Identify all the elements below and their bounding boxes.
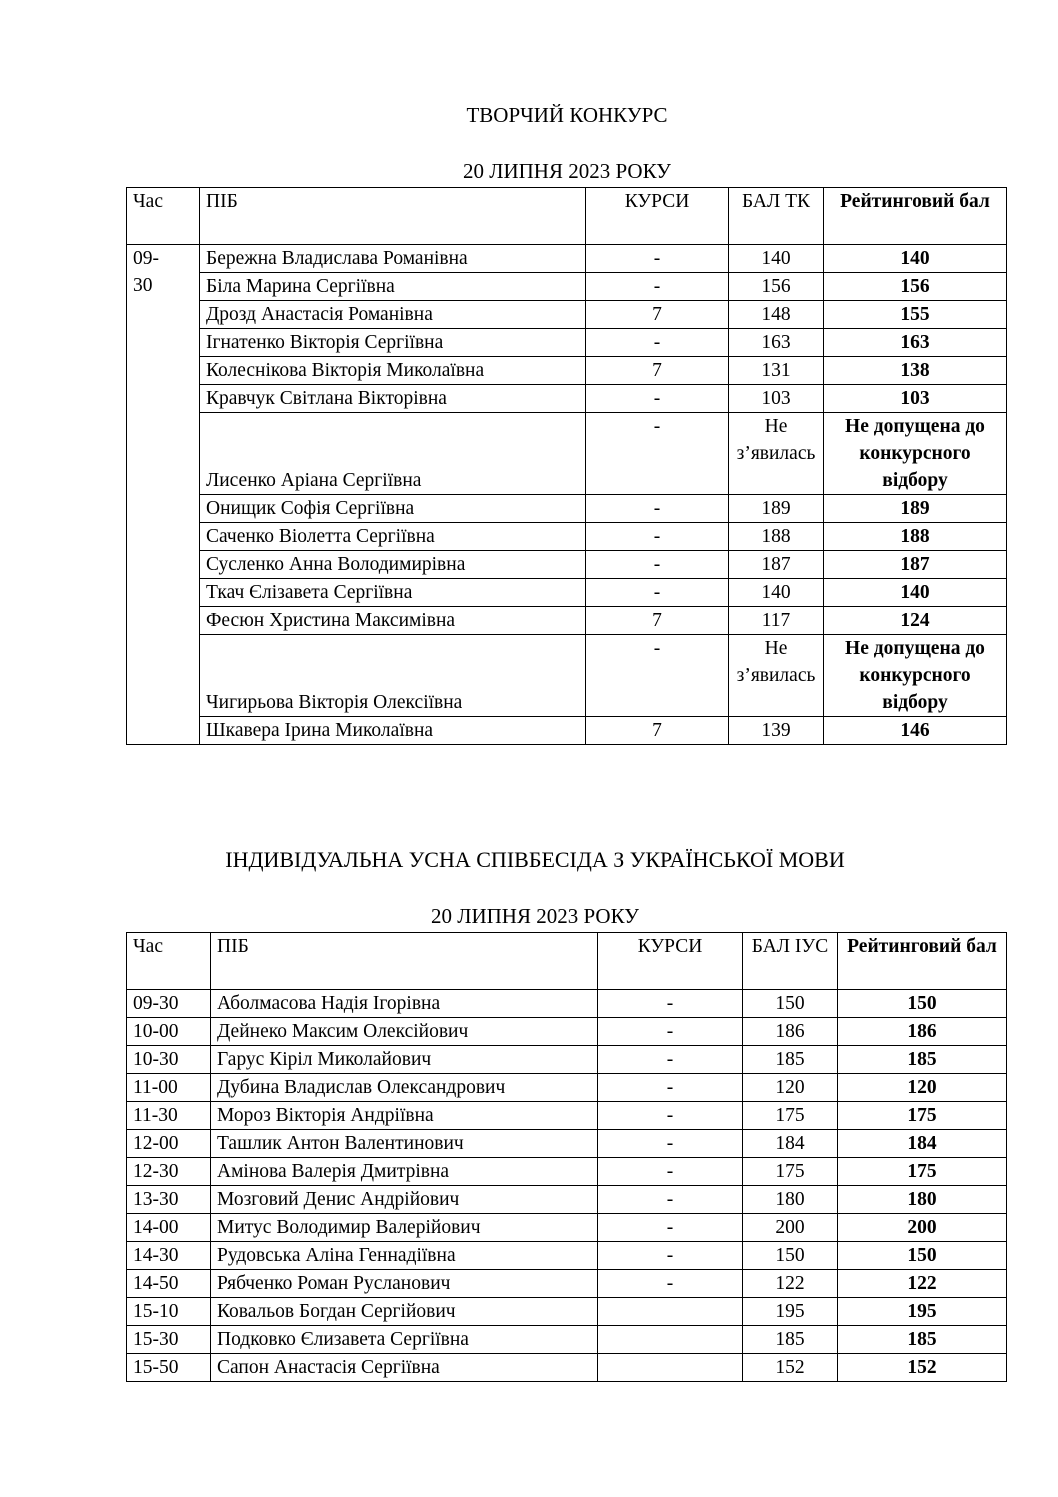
cell-rating: 140 bbox=[824, 579, 1007, 607]
cell-courses: - bbox=[598, 1242, 743, 1270]
cell-name: Подковко Єлизавета Сергіївна bbox=[211, 1326, 598, 1354]
header-time: Час bbox=[127, 933, 211, 990]
cell-name: Чигирьова Вікторія Олексіївна bbox=[200, 635, 586, 717]
cell-time: 14-30 bbox=[127, 1242, 211, 1270]
cell-name: Мозговий Денис Андрійович bbox=[211, 1186, 598, 1214]
cell-name: Кравчук Світлана Вікторівна bbox=[200, 385, 586, 413]
cell-score: Не з’явилась bbox=[729, 413, 824, 495]
table-row bbox=[127, 1326, 1007, 1354]
cell-score: 148 bbox=[729, 301, 824, 329]
cell-rating: 187 bbox=[824, 551, 1007, 579]
section-title-creative-contest: ТВОРЧИЙ КОНКУРС bbox=[466, 103, 668, 127]
cell-rating: 138 bbox=[824, 357, 1007, 385]
cell-time: 13-30 bbox=[127, 1186, 211, 1214]
header-rating: Рейтинговий бал bbox=[838, 933, 1007, 990]
cell-score: 140 bbox=[729, 579, 824, 607]
cell-rating: 185 bbox=[838, 1326, 1007, 1354]
table-row bbox=[127, 273, 1007, 301]
cell-score: 185 bbox=[743, 1326, 838, 1354]
cell-courses: - bbox=[598, 1214, 743, 1242]
cell-rating: 189 bbox=[824, 495, 1007, 523]
table-row bbox=[127, 1046, 1007, 1074]
cell-time: 15-10 bbox=[127, 1298, 211, 1326]
header-name: ПІБ bbox=[211, 933, 598, 990]
cell-courses: - bbox=[598, 1270, 743, 1298]
table-row bbox=[127, 1298, 1007, 1326]
cell-score: 186 bbox=[743, 1018, 838, 1046]
cell-courses: - bbox=[598, 1102, 743, 1130]
cell-rating: 188 bbox=[824, 523, 1007, 551]
cell-score: 187 bbox=[729, 551, 824, 579]
cell-name: Біла Марина Сергіївна bbox=[200, 273, 586, 301]
cell-courses: - bbox=[586, 523, 729, 551]
cell-score: 120 bbox=[743, 1074, 838, 1102]
cell-rating: 163 bbox=[824, 329, 1007, 357]
cell-rating: 140 bbox=[824, 245, 1007, 273]
cell-name: Митус Володимир Валерійович bbox=[211, 1214, 598, 1242]
cell-courses: - bbox=[598, 1046, 743, 1074]
cell-score: 175 bbox=[743, 1158, 838, 1186]
cell-courses: - bbox=[586, 495, 729, 523]
header-time: Час bbox=[127, 188, 200, 245]
table-row bbox=[127, 413, 1007, 495]
cell-time: 12-30 bbox=[127, 1158, 211, 1186]
cell-courses: - bbox=[586, 245, 729, 273]
cell-rating: 122 bbox=[838, 1270, 1007, 1298]
cell-time: 12-00 bbox=[127, 1130, 211, 1158]
cell-name: Ігнатенко Вікторія Сергіївна bbox=[200, 329, 586, 357]
table-row bbox=[127, 717, 1007, 745]
cell-name: Фесюн Христина Максимівна bbox=[200, 607, 586, 635]
cell-courses: - bbox=[586, 579, 729, 607]
cell-courses: 7 bbox=[586, 607, 729, 635]
cell-score: 122 bbox=[743, 1270, 838, 1298]
cell-courses: - bbox=[598, 1186, 743, 1214]
cell-rating: 124 bbox=[824, 607, 1007, 635]
cell-time: 09-30 bbox=[127, 990, 211, 1018]
cell-rating: 200 bbox=[838, 1214, 1007, 1242]
cell-name: Гарус Кіріл Миколайович bbox=[211, 1046, 598, 1074]
cell-courses: - bbox=[598, 990, 743, 1018]
cell-courses bbox=[598, 1326, 743, 1354]
cell-name: Сапон Анастасія Сергіївна bbox=[211, 1354, 598, 1382]
cell-rating: Не допущена до конкурсного відбору bbox=[824, 413, 1007, 495]
cell-rating: 184 bbox=[838, 1130, 1007, 1158]
cell-courses: - bbox=[586, 329, 729, 357]
cell-courses: - bbox=[586, 273, 729, 301]
cell-name: Сусленко Анна Володимирівна bbox=[200, 551, 586, 579]
cell-rating: 175 bbox=[838, 1158, 1007, 1186]
table-row bbox=[127, 1130, 1007, 1158]
cell-courses: - bbox=[586, 635, 729, 717]
table-row bbox=[127, 1018, 1007, 1046]
cell-name: Лисенко Аріана Сергіївна bbox=[200, 413, 586, 495]
cell-time: 15-50 bbox=[127, 1354, 211, 1382]
table-row bbox=[127, 329, 1007, 357]
cell-name: Рябченко Роман Русланович bbox=[211, 1270, 598, 1298]
cell-rating: 195 bbox=[838, 1298, 1007, 1326]
cell-name: Ковальов Богдан Сергійович bbox=[211, 1298, 598, 1326]
cell-courses: 7 bbox=[586, 717, 729, 745]
cell-name: Амінова Валерія Дмитрівна bbox=[211, 1158, 598, 1186]
cell-score: 150 bbox=[743, 1242, 838, 1270]
cell-name: Дейнеко Максим Олексійович bbox=[211, 1018, 598, 1046]
cell-courses: - bbox=[586, 551, 729, 579]
cell-score: 131 bbox=[729, 357, 824, 385]
cell-courses bbox=[598, 1298, 743, 1326]
cell-name: Бережна Владислава Романівна bbox=[200, 245, 586, 273]
table-row bbox=[127, 357, 1007, 385]
cell-time: 11-30 bbox=[127, 1102, 211, 1130]
cell-courses: - bbox=[598, 1158, 743, 1186]
cell-score: 152 bbox=[743, 1354, 838, 1382]
cell-score: 140 bbox=[729, 245, 824, 273]
table-header-row bbox=[127, 188, 1007, 245]
cell-rating: 152 bbox=[838, 1354, 1007, 1382]
cell-time: 10-30 bbox=[127, 1046, 211, 1074]
table-row bbox=[127, 635, 1007, 717]
cell-name: Ткач Єлізавета Сергіївна bbox=[200, 579, 586, 607]
header-courses: КУРСИ bbox=[598, 933, 743, 990]
cell-rating: 150 bbox=[838, 1242, 1007, 1270]
table-row bbox=[127, 551, 1007, 579]
cell-rating: 120 bbox=[838, 1074, 1007, 1102]
creative-contest-table bbox=[126, 187, 1007, 745]
cell-score: 139 bbox=[729, 717, 824, 745]
cell-name: Аболмасова Надія Ігорівна bbox=[211, 990, 598, 1018]
cell-rating: 185 bbox=[838, 1046, 1007, 1074]
table-row bbox=[127, 1158, 1007, 1186]
cell-score: 156 bbox=[729, 273, 824, 301]
cell-name: Мороз Вікторія Андріївна bbox=[211, 1102, 598, 1130]
cell-score: Не з’явилась bbox=[729, 635, 824, 717]
table-row bbox=[127, 1242, 1007, 1270]
table-row bbox=[127, 245, 1007, 273]
cell-score: 195 bbox=[743, 1298, 838, 1326]
cell-rating: 180 bbox=[838, 1186, 1007, 1214]
header-name: ПІБ bbox=[200, 188, 586, 245]
cell-courses: - bbox=[598, 1130, 743, 1158]
section-title-oral-interview: ІНДИВІДУАЛЬНА УСНА СПІВБЕСІДА З УКРАЇНСЬКОЇ МОВИ bbox=[225, 847, 845, 872]
cell-name: Шкавера Ірина Миколаївна bbox=[200, 717, 586, 745]
cell-rating: 155 bbox=[824, 301, 1007, 329]
cell-courses bbox=[598, 1354, 743, 1382]
cell-courses: 7 bbox=[586, 301, 729, 329]
cell-name: Онищик Софія Сергіївна bbox=[200, 495, 586, 523]
cell-rating: 186 bbox=[838, 1018, 1007, 1046]
cell-courses: 7 bbox=[586, 357, 729, 385]
cell-name: Колеснікова Вікторія Миколаївна bbox=[200, 357, 586, 385]
cell-score: 175 bbox=[743, 1102, 838, 1130]
cell-name: Дрозд Анастасія Романівна bbox=[200, 301, 586, 329]
table-row bbox=[127, 1214, 1007, 1242]
cell-score: 117 bbox=[729, 607, 824, 635]
table-row bbox=[127, 495, 1007, 523]
header-score: БАЛ ТК bbox=[729, 188, 824, 245]
table-row bbox=[127, 990, 1007, 1018]
cell-score: 163 bbox=[729, 329, 824, 357]
table-row bbox=[127, 301, 1007, 329]
table-row bbox=[127, 579, 1007, 607]
cell-name: Дубина Владислав Олександрович bbox=[211, 1074, 598, 1102]
table-header-row bbox=[127, 933, 1007, 990]
oral-interview-table bbox=[126, 932, 1007, 1382]
table-row bbox=[127, 1354, 1007, 1382]
cell-courses: - bbox=[586, 413, 729, 495]
table-row bbox=[127, 1186, 1007, 1214]
cell-courses: - bbox=[598, 1018, 743, 1046]
cell-score: 200 bbox=[743, 1214, 838, 1242]
table-row bbox=[127, 1270, 1007, 1298]
cell-time: 14-00 bbox=[127, 1214, 211, 1242]
table-row bbox=[127, 1102, 1007, 1130]
cell-name: Ташлик Антон Валентинович bbox=[211, 1130, 598, 1158]
cell-rating: Не допущена до конкурсного відбору bbox=[824, 635, 1007, 717]
cell-score: 185 bbox=[743, 1046, 838, 1074]
section-date-oral-interview: 20 ЛИПНЯ 2023 РОКУ bbox=[430, 904, 640, 928]
section-date-creative-contest: 20 ЛИПНЯ 2023 РОКУ bbox=[462, 159, 672, 183]
cell-rating: 103 bbox=[824, 385, 1007, 413]
cell-score: 184 bbox=[743, 1130, 838, 1158]
cell-time: 09- 30 bbox=[127, 245, 200, 745]
cell-name: Рудовська Аліна Геннадіївна bbox=[211, 1242, 598, 1270]
cell-time: 10-00 bbox=[127, 1018, 211, 1046]
header-score: БАЛ ІУС bbox=[743, 933, 838, 990]
cell-score: 180 bbox=[743, 1186, 838, 1214]
cell-score: 150 bbox=[743, 990, 838, 1018]
table-row bbox=[127, 1074, 1007, 1102]
cell-time: 11-00 bbox=[127, 1074, 211, 1102]
table-row bbox=[127, 607, 1007, 635]
cell-courses: - bbox=[598, 1074, 743, 1102]
table-row bbox=[127, 523, 1007, 551]
cell-time: 14-50 bbox=[127, 1270, 211, 1298]
cell-rating: 146 bbox=[824, 717, 1007, 745]
cell-rating: 156 bbox=[824, 273, 1007, 301]
cell-time: 15-30 bbox=[127, 1326, 211, 1354]
cell-score: 189 bbox=[729, 495, 824, 523]
cell-score: 188 bbox=[729, 523, 824, 551]
header-rating: Рейтинговий бал bbox=[824, 188, 1007, 245]
cell-score: 103 bbox=[729, 385, 824, 413]
cell-rating: 175 bbox=[838, 1102, 1007, 1130]
cell-rating: 150 bbox=[838, 990, 1007, 1018]
cell-name: Саченко Віолетта Сергіївна bbox=[200, 523, 586, 551]
header-courses: КУРСИ bbox=[586, 188, 729, 245]
cell-courses: - bbox=[586, 385, 729, 413]
table-row bbox=[127, 385, 1007, 413]
